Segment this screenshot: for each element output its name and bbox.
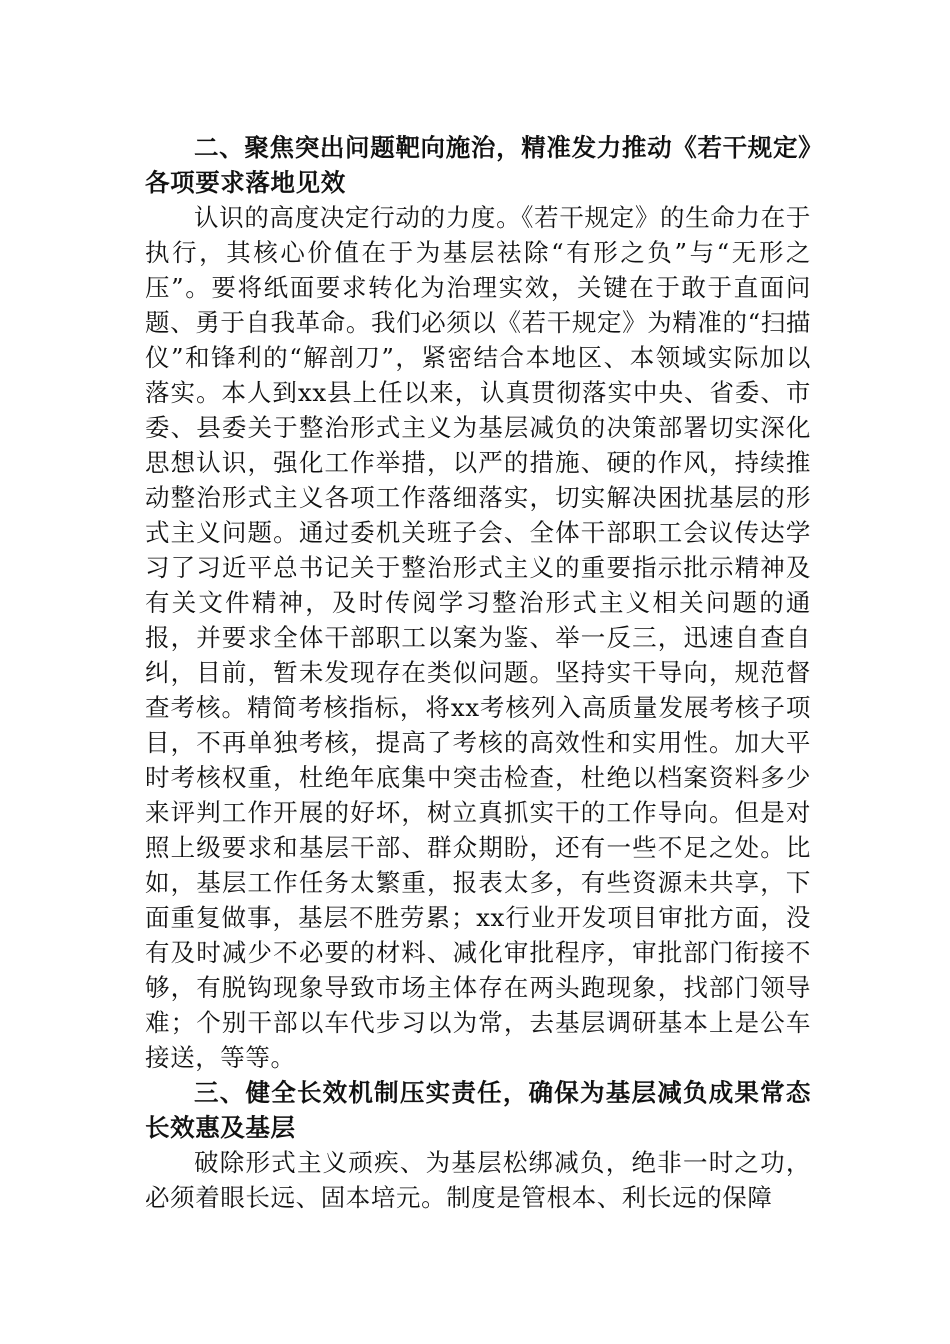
body-paragraph-two: 破除形式主义顽疾、为基层松绑减负，绝非一时之功，必须着眼长远、固本培元。制度是管根本、利长远的保障: [145, 1148, 811, 1212]
section-heading-three: 三、健全长效机制压实责任，确保为基层减负成果常态长效惠及基层: [145, 1078, 811, 1142]
body-paragraph-one: 认识的高度决定行动的力度。《若干规定》的生命力在于执行，其核心价值在于为基层祛除“有形之负”与“无形之压”。要将纸面要求转化为治理实效，关键在于敢于直面问题、勇于自我革命。我们必须以《若干规定》为精准的“扫描仪”和锋利的“解剖刀”，紧密结合本地区、本领域实际加以落实。本人到xx县上任以来，认真贯彻落实中央、省委、市委、县委关于整治形式主义为基层减负的决策部署切实深化思想认识，强化工作举措，以严的措施、硬的作风，持续推动整治形式主义各项工作落细落实，切实解决困扰基层的形式主义问题。通过委机关班子会、全体干部职工会议传达学习了习近平总书记关于整治形式主义的重要指示批示精神及有关文件精神，及时传阅学习整治形式主义相关问题的通报，并要求全体干部职工以案为鉴、举一反三，迅速自查自纠，目前，暂未发现存在类似问题。坚持实干导向，规范督查考核。精简考核指标，将xx考核列入高质量发展考核子项目，不再单独考核，提高了考核的高效性和实用性。加大平时考核权重，杜绝年底集中突击检查，杜绝以档案资料多少来评判工作开展的好坏，树立真抓实干的工作导向。但是对照上级要求和基层干部、群众期盼，还有一些不足之处。比如，基层工作任务太繁重，报表太多，有些资源未共享，下面重复做事，基层不胜劳累；xx行业开发项目审批方面，没有及时减少不必要的材料、减化审批程序，审批部门衔接不够，有脱钩现象导致市场主体存在两头跑现象，找部门领导难；个别干部以车代步习以为常，去基层调研基本上是公车接送，等等。: [145, 203, 811, 1072]
document-body: [145, 130, 811, 1215]
section-heading-two: 二、聚焦突出问题靶向施治，精准发力推动《若干规定》各项要求落地见效: [145, 133, 811, 197]
